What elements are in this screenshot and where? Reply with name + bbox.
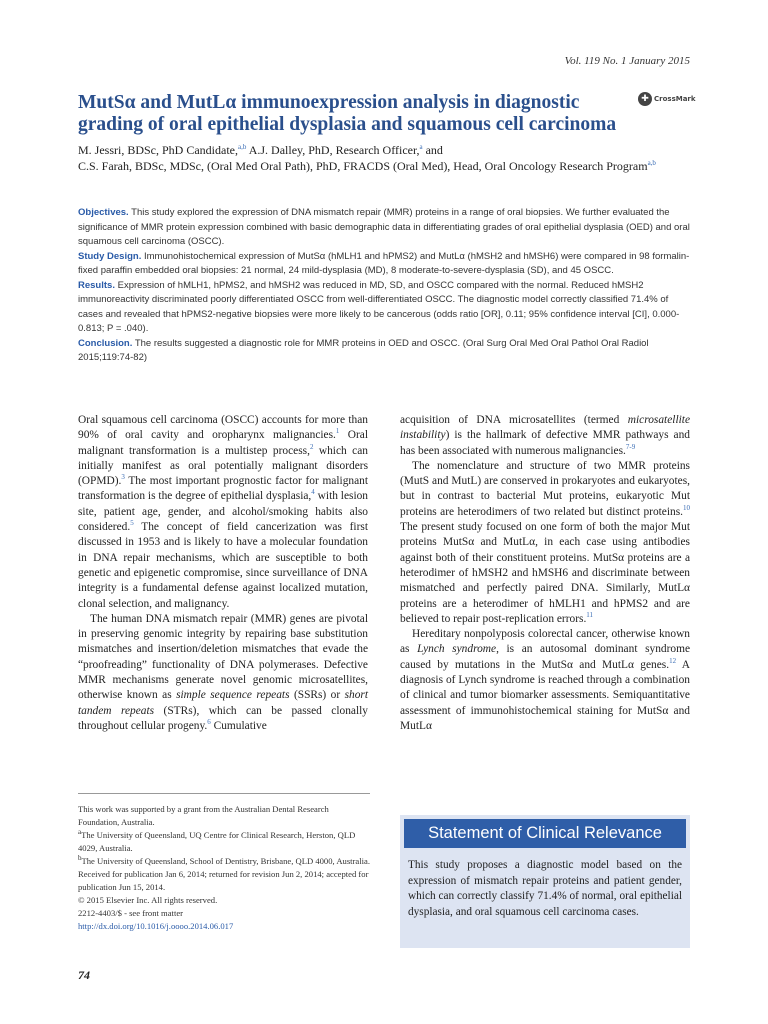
grant-note: This work was supported by a grant from the Australian Dental Research Foundation, Australia. [78, 804, 329, 827]
design-label: Study Design. [78, 250, 142, 262]
body-column-right [400, 413, 690, 734]
paragraph: Hereditary nonpolyposis colorectal cancer, otherwise known as Lynch syndrome, is an autosomal dominant syndrome caused by mutations in the MutSα and MutLα genes.$^{12}$ A diagnosis of Lynch syndrome is reached through a combination of clinical and tumor biomarker assessments. Semiquantitative assessment of immunohistochemical staining for MutSα and MutLα [400, 628, 690, 732]
objectives-label: Objectives. [78, 207, 129, 218]
objectives-text: This study explored the expression of DNA mismatch repair (MMR) proteins in a range of oral biopsies. We further evaluated the significance of MMR protein expression combined with basic demographic data in differentiating grades of oral epithelial dysplasia (OED) and oral squamous cell carcinoma (OSCC). [78, 207, 690, 247]
author-1: M. Jessri, BDSc, PhD Candidate, [78, 143, 238, 157]
article-title: MutSα and MutLα immunoexpression analysis in diagnostic grading of oral epithelial dysplasia and squamous cell carcinoma [78, 92, 617, 135]
received-note: Received for publication Jan 6, 2014; returned for revision Jun 2, 2014; accepted for publication Jun 15, 2014. [78, 869, 369, 892]
abstract-results [78, 279, 692, 337]
clinical-relevance-heading: Statement of Clinical Relevance [404, 819, 686, 848]
issn-note: 2212-4403/$ - see front matter [78, 908, 184, 918]
design-text: Immunohistochemical expression of MutSα (hMLH1 and hPMS2) and MutLα (hMSH2 and hMSH6) were compared in 98 formalin-fixed paraffin embedded oral biopsies: 21 normal, 24 mild-dysplasia (MD), 8 moderate-to-severe-dysplasia (SD), and 45 OSCC. [78, 250, 690, 276]
footnotes [78, 803, 370, 933]
paragraph: acquisition of DNA microsatellites (termed microsatellite instability) is the hallmark of defective MMR pathways and has been associated with numerous malignancies.$^{7-9}$ [400, 414, 690, 457]
conclusion-text: The results suggested a diagnostic role for MMR proteins in OED and OSCC. (Oral Surg Oral Med Oral Pathol Oral Radiol 2015;119:74-82) [78, 337, 649, 363]
author-3: C.S. Farah, BDSc, MDSc, (Oral Med Oral Path), PhD, FRACDS (Oral Med), Head, Oral Oncology Research Program [78, 159, 648, 173]
crossmark-badge[interactable] [638, 92, 696, 106]
doi-link[interactable]: http://dx.doi.org/10.1016/j.oooo.2014.06.017 [78, 921, 234, 931]
crossmark-icon: ✚ [638, 92, 652, 106]
author-2-affil: a [419, 143, 423, 151]
conclusion-label: Conclusion. [78, 337, 133, 349]
clinical-relevance-text: This study proposes a diagnostic model based on the expression of mismatch repair proteins and patient gender, which can correctly classify 71.4% of normal, oral epithelial dysplasia, and oral squamous cell carcinoma cases. [408, 859, 682, 918]
page-number: 74 [78, 968, 90, 982]
abstract-design [78, 250, 692, 279]
body-column-left [78, 413, 368, 734]
results-text: Expression of hMLH1, hPMS2, and hMSH2 was reduced in MD, SD, and OSCC compared with the normal. Reduced hMSH2 immunoreactivity discriminated poorly differentiated OSCC from well-differentiated OSCC. The diagnostic model correctly classified 71.4% of cases and revealed that hPMS2-negative biopsies were more likely to be cancerous (odds ratio [OR], 0.11; 95% confidence interval [CI], 0.000-0.813; P = .040). [78, 279, 680, 334]
results-label: Results. [78, 279, 115, 291]
affiliation-a: $^a$The University of Queensland, UQ Centre for Clinical Research, Herston, QLD 4029, Australia. [78, 828, 356, 853]
crossmark-label: CrossMark [654, 95, 696, 103]
journal-issue: Vol. 119 No. 1 January 2015 [564, 55, 690, 67]
abstract-objectives [78, 206, 692, 250]
author-list [78, 142, 690, 174]
author-1-affil: a,b [238, 143, 247, 151]
abstract [78, 206, 692, 366]
author-conjunction: and [422, 143, 443, 157]
footnote-divider [78, 793, 370, 794]
abstract-conclusion [78, 337, 692, 366]
clinical-relevance-box [400, 815, 690, 948]
affiliation-b: $^b$The University of Queensland, School of Dentistry, Brisbane, QLD 4000, Australia. [78, 854, 370, 866]
paragraph: Oral squamous cell carcinoma (OSCC) accounts for more than 90% of oral cavity and oropharynx malignancies.$^1$ Oral malignant transformation is a multistep process,$^2$ which can initially manifest as oral potentially malignant disorders (OPMD).$^3$ The most important prognostic factor for malignant transformation is the degree of epithelial dysplasia,$^4$ with lesion site, patient age, gender, and alcohol/smoking habits also considered.$^5$ The concept of field cancerization was first discussed in 1953 and is likely to have a molecular foundation in DNA repair mechanisms, which are susceptible to both genetic and epigenetic compromise, since surveillance of DNA integrity is a fundamental defense against localized mutation, clonal selection, and malignancy. [78, 414, 369, 610]
paragraph: The human DNA mismatch repair (MMR) genes are pivotal in preserving genomic integrity by repairing base substitution mismatches and insertion/deletion mismatches that evade the “proofreading” functionality of DNA polymerases. Defective MMR mechanisms generate novel genomic microsatellites, otherwise known as simple sequence repeats (SSRs) or short tandem repeats (STRs), which can be passed clonally throughout cellular progeny.$^6$ Cumulative [78, 612, 368, 732]
copyright-note: © 2015 Elsevier Inc. All rights reserved. [78, 895, 218, 905]
paragraph: The nomenclature and structure of two MMR proteins (MutS and MutL) are conserved in prokaryotes and eukaryotes, but in contrast to bacterial Mut proteins, eukaryotic Mut proteins are heterodimers of two related but distinct proteins.$^{10}$ The present study focused on one form of both the major Mut proteins MutSα and MutLα, in each case using antibodies against both of their constituent proteins. MutSα proteins are a heterodimer of hMSH2 and hMSH6 and discriminate between mismatched and perfectly paired DNA. Similarly, MutLα proteins are a heterodimer of hMLH1 and hPMS2 and are believed to repair post-replication errors.$^{11}$ [400, 459, 690, 625]
author-3-affil: a,b [647, 159, 656, 167]
author-2: A.J. Dalley, PhD, Research Officer, [246, 143, 420, 157]
